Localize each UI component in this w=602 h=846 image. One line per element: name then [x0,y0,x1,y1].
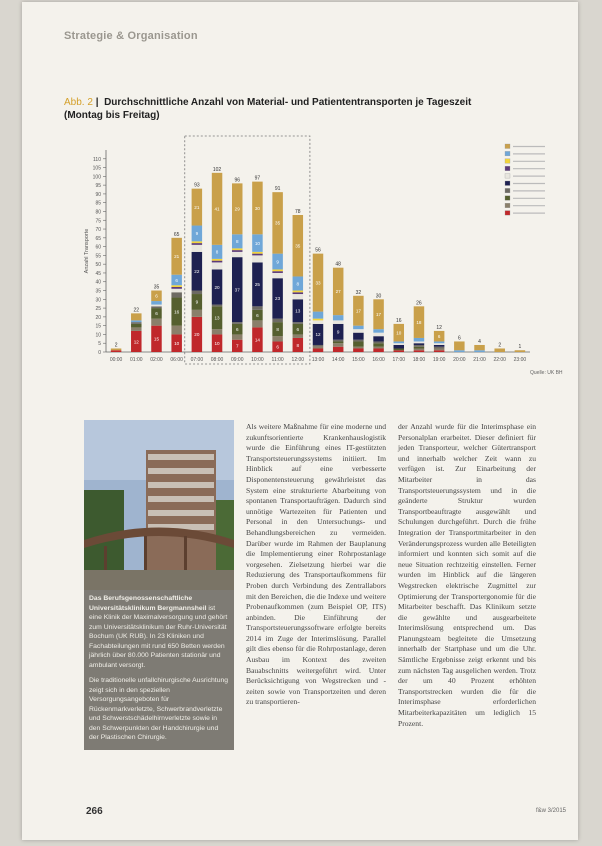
bar-total-label: 32 [355,289,362,296]
bar-segment [171,287,181,289]
bar-total-label: 97 [254,175,261,182]
bar-segment [212,261,222,263]
bar-segment [232,250,242,252]
bar-segment [394,345,404,349]
bar-segment [313,345,323,347]
bar-segment [272,273,282,278]
bar-segment-label: 6 [437,333,441,339]
section-kicker: Strategie & Organisation [64,30,198,42]
hospital-building-image [84,420,234,590]
bar-segment [313,320,323,324]
bar-segment-label: 8 [215,249,219,255]
figure-label: Abb. 2 [64,97,93,108]
bar-segment [293,291,303,293]
bar-segment [212,259,222,261]
x-tick-label: 18:00 [412,357,426,363]
y-tick-label: 50 [95,262,101,269]
legend-swatch [505,196,510,201]
bar-total-label: 30 [375,293,382,300]
bar-segment [353,329,363,333]
bar-segment-label: 6 [175,277,178,283]
y-tick-label: 90 [95,191,101,198]
highlight-range-box [185,136,310,364]
x-tick-label: 15:00 [352,357,365,363]
legend-swatch [505,174,510,179]
bar-segment [434,343,444,345]
bar-segment [414,341,424,343]
bar-total-label: 22 [133,307,140,314]
bar-segment-label: 9 [195,231,199,237]
bar-total-label: 65 [173,231,180,238]
bar-total-label: 2 [114,342,118,349]
bar-segment [111,348,121,350]
legend-swatch [505,144,510,149]
bar-segment [232,322,242,324]
x-tick-label: 02:00 [150,357,163,363]
bar-segment [333,315,343,320]
bar-segment [494,348,504,352]
bar-segment [414,345,424,347]
bar-segment-label: 23 [275,296,281,302]
bar-segment [232,252,242,257]
bar-segment [192,241,202,243]
x-tick-label: 20:00 [453,357,466,363]
bar-segment [131,320,141,322]
bar-segment [434,341,444,343]
x-tick-label: 11:00 [271,357,284,363]
bar-segment [414,343,424,345]
bar-segment [353,341,363,346]
bar-segment [353,326,363,330]
bar-total-label: 12 [436,324,442,331]
bar-segment-label: 30 [254,205,260,211]
bar-segment [373,329,383,333]
y-tick-label: 65 [95,235,101,242]
bar-segment [111,350,121,352]
bar-segment [373,348,383,352]
page-number: 266 [86,806,103,817]
bar-segment [394,341,404,343]
y-tick-label: 5 [98,341,101,348]
stacked-bar-chart [0,0,602,400]
figure-title: Abb. 2 | Durchschnittliche Anzahl von Material- und Patiententransporten je Tageszeit (Montag bis Freitag) [64,97,472,121]
bar-segment [454,350,464,352]
x-tick-label: 13:00 [311,357,325,363]
bar-total-label: 26 [416,300,422,307]
bar-segment [171,326,181,335]
bar-segment [151,306,161,308]
bar-segment-label: 6 [296,326,300,332]
bar-total-label: 56 [315,247,321,254]
legend-swatch [505,159,510,164]
x-tick-label: 07:00 [190,357,204,363]
bar-segment [131,313,141,320]
y-tick-label: 45 [95,270,101,277]
bar-segment-label: 6 [276,344,279,350]
bar-segment [333,341,343,343]
legend-swatch [505,166,510,171]
bar-segment [394,343,404,345]
bar-segment [212,305,222,307]
bar-segment [414,348,424,350]
bar-segment [353,333,363,340]
figure-title-line1: Durchschnittliche Anzahl von Material- und Patiententransporten je Tageszeit [104,97,472,108]
bar-segment [192,243,202,245]
bar-segment-label: 16 [174,309,180,315]
bar-segment [394,348,404,350]
bar-segment-label: 9 [276,259,279,265]
bar-segment-label: 29 [234,206,240,212]
hospital-photo [84,420,234,590]
bar-segment-label: 41 [214,206,220,212]
y-tick-label: 30 [95,297,101,304]
bar-segment [353,347,363,349]
caption-text: ist eine Klinik der Maximalversorgung und gehört zum Universitätsklinikum der Ruhr-Universität Bochum (UK RUB). In 23 Kliniken und Fachabteilungen mit rund 650 Betten werden jährlich über 80.000 Patienten stationär und ambulant versorgt. [89,604,228,669]
bar-segment [515,350,525,352]
caption-paragraph-2: Die traditionelle unfallchirurgische Ausrichtung zeigt sich in den speziellen Versorgungsangeboten für Rückenmarkverletzte, Schwerbrandverletzte und Schwerstschädelhirnverletzte sowie in den Schwerpunkten der Handchirurgie und der Plastischen Chirurgie. [89,677,229,741]
bar-segment [151,319,161,326]
y-tick-label: 95 [95,183,101,190]
y-tick-label: 35 [95,288,101,295]
bar-segment [434,345,444,347]
bar-segment [313,347,323,349]
bar-segment-label: 13 [295,308,301,314]
bar-segment-label: 10 [254,240,260,246]
bar-segment-label: 35 [275,220,281,226]
bar-segment [313,312,323,319]
bar-segment-label: 8 [235,239,239,245]
x-tick-label: 21:00 [473,357,486,363]
bar-segment [333,347,343,352]
bar-segment-label: 14 [254,337,260,343]
x-tick-label: 19:00 [432,357,446,363]
photo-caption [84,590,234,750]
text-column-right: der Anzahl wurde für die Interimsphase ein Personalplan erarbeitet. Dieser definiert für jeden Transporteur, welcher Gütertransport und innerhalb welcher Zeit wann zu verfügen ist. Zur Einarbeitung der Mitarbeiter in das Transportsteuerungssystem und in die geänderte Struktur wurden Transportbeauftragte ausgewählt und Schulungen durchgeführt. Durch die frühe Integration der Transportmitarbeiter in den Veränderungsprozess wurden alle Beteiligten informiert und konnten sich somit auf die neue Situation rechtzeitig einstellen. Ferner wurden im Hinblick auf die längeren Wegstrecken elektrische Zugmittel zur Optimierung der Transportergonomie für die Mitarbeiter beschafft. Das Klinikum setzte die gewählte und ausgearbeitete Interimslösung entsprechend um. Das Planungsteam begleitete die Umsetzung innerhalb der Startphase und um die Uhr. Sämtliche Ergebnisse zeigt erkennt und bis zum nächsten Tag ausgelichen werden. Trotz der um 40 Prozent erhöhten Transportstrecken wurden die für die Interimsphase erforderlichen Mitarbeiterkapazitäten um lediglich 15 Prozent. [398,422,536,728]
bar-total-label: 1 [518,344,522,351]
bar-segment [272,269,282,271]
y-tick-label: 15 [95,323,101,330]
bar-segment [131,322,141,324]
bar-segment [353,340,363,342]
bar-segment [151,305,161,307]
bar-total-label: 91 [274,186,281,193]
bar-segment [474,345,484,350]
x-tick-label: 14:00 [331,357,345,363]
bar-segment [131,327,141,331]
bar-segment-label: 20 [214,284,220,290]
x-tick-label: 09:00 [230,357,244,363]
bar-segment [171,285,181,287]
bar-total-label: 35 [153,284,160,291]
bar-segment-label: 27 [335,289,341,295]
legend-swatch [505,203,510,208]
bar-segment [131,324,141,328]
x-tick-label: 08:00 [210,357,224,363]
bar-segment [454,341,464,350]
bar-segment [192,310,202,317]
bar-segment-label: 6 [155,293,158,299]
legend-swatch [505,188,510,193]
issue-label: f&w 3/2015 [536,808,567,814]
bar-segment-label: 13 [214,315,220,321]
bar-segment [434,348,444,350]
bar-total-label: 102 [212,166,222,173]
y-tick-label: 25 [95,306,101,313]
bar-segment [333,343,343,347]
bar-segment-label: 37 [234,287,240,293]
bar-segment [394,350,404,352]
legend-swatch [505,151,510,156]
y-tick-label: 75 [95,218,101,225]
bar-segment [293,292,303,294]
x-tick-label: 22:00 [493,357,506,363]
bar-segment-label: 10 [396,330,402,336]
x-tick-label: 23:00 [513,357,527,363]
x-tick-label: 10:00 [251,357,264,363]
caption-title: Das Berufsgenossenschaftliche Universitätsklinikum Bergmannsheil [89,595,207,612]
bar-segment [272,336,282,341]
bar-segment [272,271,282,273]
bar-segment-label: 8 [296,342,300,348]
bar-segment [171,289,181,293]
bar-segment [192,245,202,252]
bar-segment [192,291,202,295]
x-tick-label: 12:00 [291,357,305,363]
bar-segment [151,301,161,305]
bar-segment [414,350,424,352]
x-tick-label: 16:00 [372,357,385,363]
y-tick-label: 110 [93,156,101,163]
bar-total-label: 16 [395,317,402,324]
bar-segment-label: 22 [194,269,200,274]
y-tick-label: 40 [95,279,101,286]
bar-segment [434,350,444,352]
y-tick-label: 55 [95,253,101,260]
y-tick-label: 100 [92,174,101,181]
bar-segment [252,254,262,256]
bar-segment-label: 21 [174,254,180,260]
y-tick-label: 85 [95,200,101,207]
bar-segment-label: 35 [295,243,301,249]
x-tick-label: 01:00 [130,357,143,363]
figure-title-line2: (Montag bis Freitag) [64,110,160,121]
bar-segment [414,338,424,342]
bar-segment-label: 33 [315,280,321,286]
bar-segment-label: 20 [194,332,200,338]
y-tick-label: 0 [98,350,101,356]
x-tick-label: 00:00 [109,357,123,363]
bar-segment [212,329,222,334]
bar-segment-label: 15 [153,336,160,342]
bar-segment [293,294,303,299]
bar-total-label: 4 [478,338,481,345]
bar-segment [252,252,262,254]
y-axis-label: Anzahl Transporte [84,228,90,274]
bar-segment [252,306,262,310]
bar-segment-label: 12 [133,339,139,345]
bar-segment-label: 9 [336,329,340,335]
y-tick-label: 70 [95,227,101,234]
bar-segment-label: 9 [195,299,199,305]
bar-segment [414,347,424,349]
bar-segment [434,347,444,349]
bar-segment [252,320,262,327]
bar-segment-label: 10 [214,341,220,347]
bar-segment [333,320,343,324]
bar-segment [171,292,181,297]
bar-segment-label: 17 [355,308,361,314]
bar-segment [373,336,383,341]
y-tick-label: 10 [95,332,101,339]
y-tick-label: 80 [95,209,101,216]
text-column-middle: Als weitere Maßnahme für eine moderne und zukunftsorientierte Krankenhauslogistik wurde die Einführung eines IT-gestützten Transportsteuerungssystems initiiert. Im Hinblick auf eine verbesserte Disponentensteuerung gewährleistet das System eine strukturierte Abarbeitung von spontanen Transportaufträgen. Dadurch sind unnötige Wartezeiten für Patienten und Personal in den Untersuchungs- und Behandlungsbereichen zu vermeiden. Darüber wurde im Rahmen der Bauplanung die Implementierung einer Rohrpostanlage vorgesehen. Zielsetzung hierbei war die Reduzierung des Transportaufkommens für Proben durch Verbindung des Zentrallabors mit den Bereichen, die die Indexe und weitere Probenaufkommen (zum Beispiel OP, ITS) anbinden. Die Einführung der Transportsteuerungssoftware erfolgte bereits 2014 im Zuge der Interimslösung. Parallel gilt dies ebenso für die Rohrpostanlage, deren Ausbau im Kontext des zweiten Bauabschnitts weitergeführt wird. Unter Berücksichtigung von Wegstrecken und -zeiten sowie von Transportzeiten und deren zu transportieren- [246,422,387,707]
bar-segment-label: 6 [155,311,158,317]
bar-segment-label: 12 [315,332,321,338]
bar-segment [232,334,242,339]
bar-segment [373,343,383,347]
bar-segment [252,255,262,262]
bar-segment-label: 6 [235,326,239,332]
bar-total-label: 2 [498,342,502,349]
bar-segment-label: 21 [194,204,200,210]
bar-segment [212,262,222,269]
bar-segment-label: 18 [416,319,422,325]
x-tick-label: 17:00 [392,357,406,363]
bar-segment-label: 10 [174,341,180,347]
bar-segment [373,341,383,343]
bar-segment [474,350,484,352]
legend-swatch [505,211,510,216]
bar-segment [313,319,323,321]
bar-segment [232,248,242,250]
bar-segment [373,333,383,337]
y-tick-label: 20 [95,314,101,321]
bar-segment-label: 6 [256,312,259,318]
bar-segment [272,319,282,323]
bar-total-label: 93 [194,182,200,189]
figure-source: Quelle: UK BH [530,370,563,376]
bar-total-label: 96 [234,177,241,184]
bar-segment-label: 8 [276,326,279,332]
bar-segment-label: 7 [235,343,239,349]
bar-total-label: 48 [335,261,341,268]
bar-segment [373,347,383,349]
bar-total-label: 78 [295,208,301,215]
bar-total-label: 6 [457,335,461,342]
y-tick-label: 105 [92,165,101,172]
bar-segment [333,340,343,342]
bar-segment [353,348,363,352]
bar-segment-label: 25 [254,282,260,288]
x-tick-label: 06:00 [170,357,183,363]
legend-swatch [505,181,510,186]
bar-segment [293,322,303,324]
bar-segment-label: 17 [376,312,382,318]
bar-segment [293,334,303,338]
bar-segment-label: 8 [296,281,300,287]
bar-segment [313,348,323,352]
y-tick-label: 60 [95,244,101,251]
